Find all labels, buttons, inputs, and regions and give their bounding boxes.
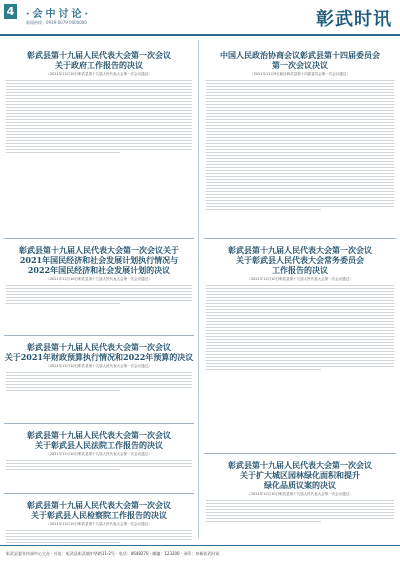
article-title: 关于彰武县人民检察院工作报告的决议 bbox=[31, 510, 167, 520]
article-procuratorate-report bbox=[4, 500, 194, 545]
article-title: 彰武县第十九届人民代表大会第一次会议 bbox=[228, 460, 372, 470]
article-separator bbox=[204, 453, 396, 454]
article-body bbox=[204, 500, 396, 522]
article-title: 2021年国民经济和社会发展计划执行情况与 bbox=[19, 255, 179, 265]
article-body bbox=[4, 80, 194, 153]
article-body bbox=[4, 460, 194, 470]
article-subtitle: （2021年12月10日彰武县第十九届人民代表大会第一次会议通过） bbox=[46, 72, 152, 76]
page-footer bbox=[0, 545, 400, 568]
article-title: 2022年国民经济和社会发展计划的决议 bbox=[27, 265, 171, 275]
page-header bbox=[0, 0, 400, 36]
article-subtitle: （2021年12月10日彰武县第十九届人民代表大会第一次会议通过） bbox=[247, 492, 353, 496]
column-divider bbox=[198, 40, 199, 538]
article-title: 彰武县第十九届人民代表大会第一次会议关于 bbox=[19, 245, 179, 255]
article-body bbox=[4, 530, 194, 543]
article-title: 工作报告的决议 bbox=[272, 265, 328, 275]
newspaper-brand: 彰武时讯 bbox=[316, 9, 392, 30]
article-separator bbox=[204, 238, 396, 239]
article-body bbox=[204, 285, 396, 370]
article-subtitle: （2021年12月10日彰武县第十九届人民代表大会第一次会议通过） bbox=[247, 277, 353, 281]
article-economic-plan bbox=[4, 245, 194, 306]
article-subtitle: （2021年12月9日政协彰武县第十四届委员会第一次会议通过） bbox=[250, 72, 350, 76]
article-title: 彰武县第十九届人民代表大会第一次会议 bbox=[27, 342, 171, 352]
article-separator bbox=[4, 238, 194, 239]
article-title: 关于2021年财政预算执行情况和2022年预算的决议 bbox=[4, 352, 194, 362]
article-body bbox=[4, 285, 194, 304]
article-title: 关于政府工作报告的决议 bbox=[55, 60, 143, 70]
article-subtitle: （2021年12月10日彰武县第十九届人民代表大会第一次会议通过） bbox=[46, 452, 152, 456]
article-title: 关于彰武县人民代表大会常务委员会 bbox=[236, 255, 364, 265]
article-subtitle: （2021年12月10日彰武县第十九届人民代表大会第一次会议通过） bbox=[46, 277, 152, 281]
article-subtitle: （2021年12月10日彰武县第十九届人民代表大会第一次会议通过） bbox=[46, 522, 152, 526]
article-title: 绿化品质议案的决议 bbox=[264, 480, 336, 490]
article-government-report bbox=[4, 50, 194, 155]
article-title: 彰武县第十九届人民代表大会第一次会议 bbox=[27, 430, 171, 440]
page-number: 4 bbox=[4, 4, 17, 19]
article-budget bbox=[4, 342, 194, 393]
section-title: ·会中讨论· bbox=[26, 9, 91, 20]
article-title: 关于扩大城区园林绿化面积和提升 bbox=[240, 470, 360, 480]
article-greening-proposal bbox=[204, 460, 396, 524]
footer-text: 彰武县委宣传部中心主办 · 社址：彰武县彰武镇中华路11-2号 · 电话：0648270 · 邮编：123200 · 承印：阜新彰武时讯 bbox=[6, 551, 220, 556]
article-title: 彰武县第十九届人民代表大会第一次会议 bbox=[27, 50, 171, 60]
article-body bbox=[204, 80, 396, 210]
article-title: 第一次会议决议 bbox=[272, 60, 328, 70]
article-separator bbox=[4, 423, 194, 424]
article-separator bbox=[4, 493, 194, 494]
article-cppcc-resolution bbox=[204, 50, 396, 212]
article-court-report bbox=[4, 430, 194, 472]
article-title: 中国人民政治协商会议彰武县第十四届委员会 bbox=[220, 50, 380, 60]
article-title: 关于彰武县人民法院工作报告的决议 bbox=[35, 440, 163, 450]
article-standing-committee-report bbox=[204, 245, 396, 372]
article-subtitle: （2021年12月10日彰武县第十九届人民代表大会第一次会议通过） bbox=[46, 364, 152, 368]
issue-line: 新闻热线：0919-0079 0000000 bbox=[26, 20, 87, 25]
article-separator bbox=[4, 335, 194, 336]
article-body bbox=[4, 372, 194, 391]
article-title: 彰武县第十九届人民代表大会第一次会议 bbox=[228, 245, 372, 255]
article-title: 彰武县第十九届人民代表大会第一次会议 bbox=[27, 500, 171, 510]
